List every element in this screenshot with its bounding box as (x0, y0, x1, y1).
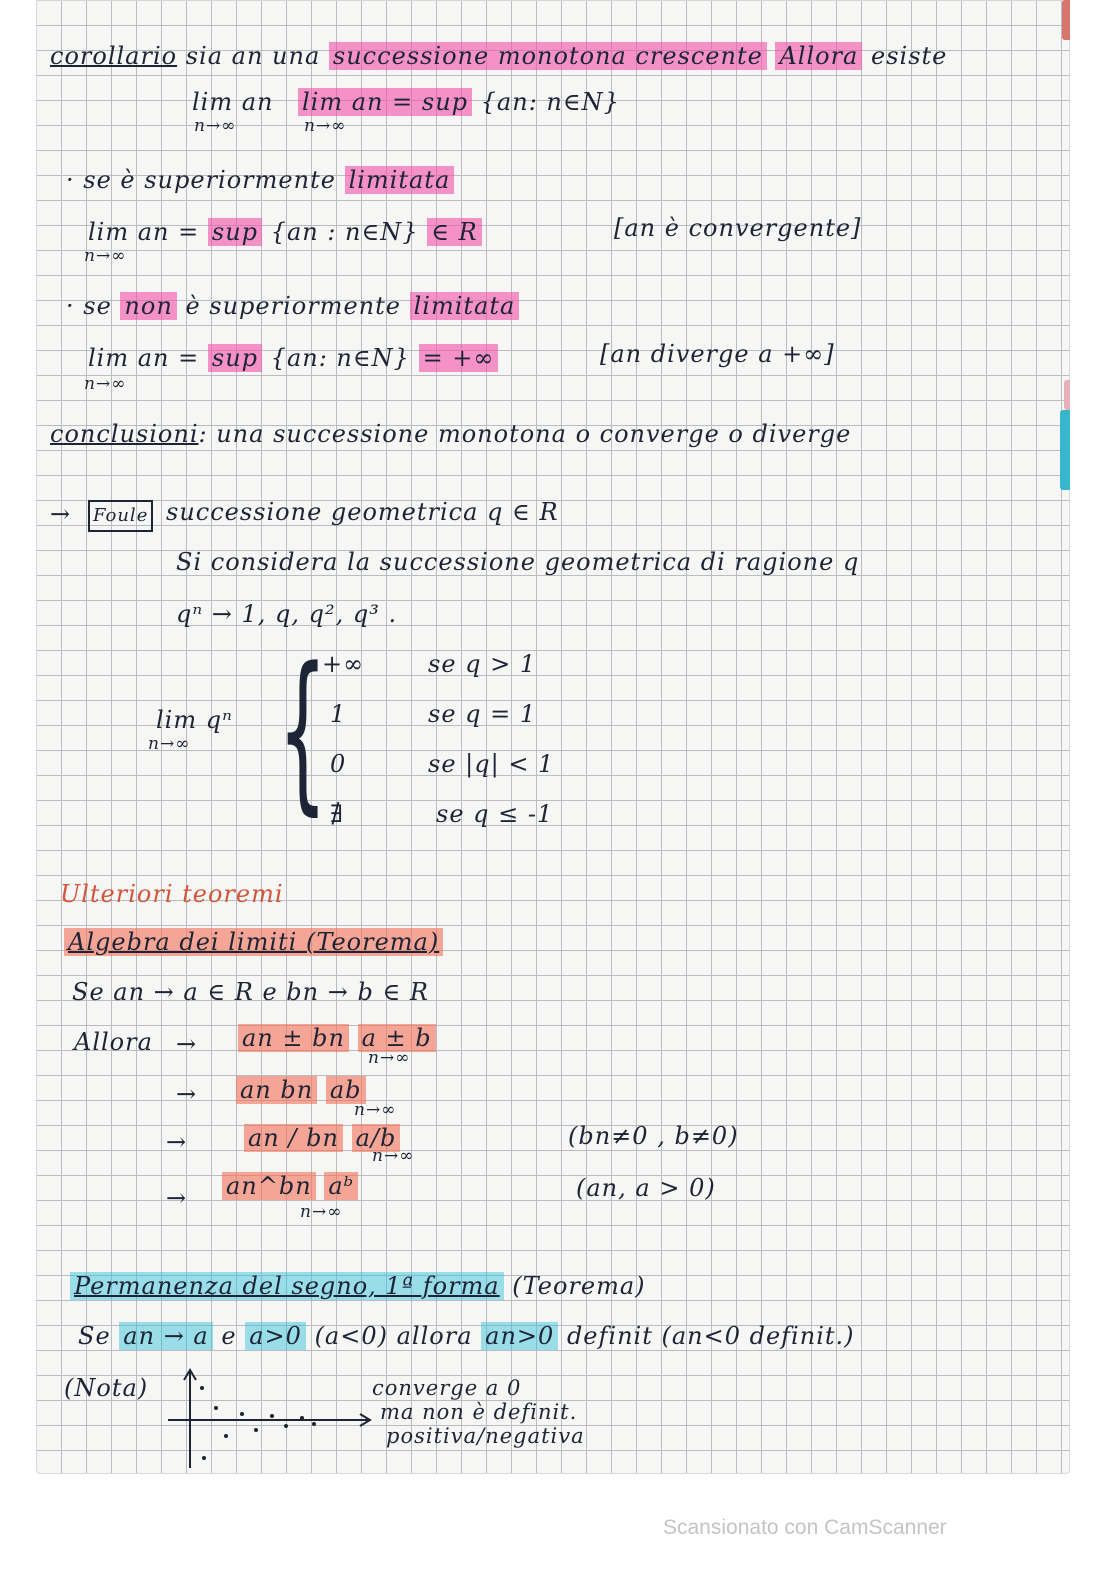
geometric-title: successione geometrica q ∈ R (166, 498, 559, 526)
arrow-icon: → (50, 500, 72, 528)
statement-text: Se (78, 1322, 111, 1350)
allora-label: Allora (74, 1028, 153, 1056)
case-value: +∞ (322, 650, 365, 678)
case-condition: se q > 1 (428, 650, 537, 678)
rule-result: a/b (352, 1124, 401, 1152)
set-expression: {an : n∈N} (270, 218, 419, 246)
unbounded-text-2: è superiormente (185, 292, 401, 320)
lim-expression: lim an = (88, 344, 200, 372)
conclusion-label: conclusioni (50, 420, 199, 448)
page-edge-tab-red (1062, 0, 1070, 40)
conclusion-text: : una successione monotona o converge o diverge (198, 420, 852, 448)
corollary-esiste: esiste (871, 42, 948, 70)
note-line: positiva/negativa (386, 1424, 585, 1448)
lim-subscript: n→∞ (84, 246, 127, 266)
rule-subscript: n→∞ (300, 1202, 343, 1222)
case-value: 1 (330, 700, 347, 728)
sup-highlight: sup (208, 344, 262, 372)
scanner-watermark: Scansionato con CamScanner (663, 1516, 947, 1539)
bounded-note: [an è convergente] (614, 214, 862, 242)
lim-subscript: n→∞ (84, 374, 127, 394)
page-edge-tab-pink (1064, 380, 1070, 410)
rule-subscript: n→∞ (368, 1048, 411, 1068)
rule-result: aᵇ (324, 1172, 358, 1200)
case-value: ∄ (330, 800, 345, 828)
bounded-highlight: limitata (345, 166, 455, 194)
rule-expression: an^bn (222, 1172, 316, 1200)
conclusion-line (50, 420, 851, 448)
notebook-page (36, 0, 1070, 1474)
unbounded-lim (88, 344, 498, 372)
rule-expression: an / bn (244, 1124, 343, 1152)
corollary-lim (192, 88, 274, 116)
rule-subscript: n→∞ (354, 1100, 397, 1120)
arrow-icon: → (176, 1030, 198, 1058)
lim-subscript: n→∞ (304, 116, 347, 136)
lim-sup-expression: lim an = sup (298, 88, 472, 116)
case-condition: se |q| < 1 (428, 750, 555, 778)
lim-subscript: n→∞ (194, 116, 237, 136)
arrow-icon: → (176, 1080, 198, 1108)
sketch-graph (164, 1366, 384, 1470)
non-highlight: non (120, 292, 176, 320)
unbounded-text: · se (66, 292, 112, 320)
infinity-highlight: = +∞ (419, 344, 499, 372)
corollary-allora: Allora (775, 42, 862, 70)
algebra-hypothesis: Se an → a ∈ R e bn → b ∈ R (72, 978, 429, 1006)
statement-highlight: a>0 (245, 1322, 306, 1350)
sup-highlight: sup (208, 218, 262, 246)
corollary-lim-eq (298, 88, 620, 116)
permanence-title-tail: (Teorema) (512, 1272, 646, 1300)
unbounded-label (66, 292, 519, 320)
bounded-text: · se è superiormente (66, 166, 336, 194)
statement-text: definit (an<0 definit.) (566, 1322, 855, 1350)
case-condition: se q = 1 (428, 700, 537, 728)
statement-highlight: an → a (119, 1322, 212, 1350)
rule-row (222, 1172, 358, 1200)
further-theorems-heading: Ulteriori teoremi (60, 880, 284, 908)
case-condition: se q ≤ -1 (436, 800, 554, 828)
statement-text: (a<0) allora (314, 1322, 473, 1350)
statement-text: e (221, 1322, 237, 1350)
lim-subscript: n→∞ (148, 734, 191, 754)
rule-expression: an ± bn (238, 1024, 349, 1052)
corollary-text: sia an una (185, 42, 321, 70)
rule-expression: an bn (236, 1076, 317, 1104)
rule-result: a ± b (358, 1024, 436, 1052)
geometric-sequence: qⁿ → 1, q, q², q³ . (176, 600, 398, 628)
bounded-lim (88, 218, 482, 246)
rule-subscript: n→∞ (372, 1146, 415, 1166)
curly-brace-icon: { (278, 630, 328, 831)
note-line: converge a 0 (372, 1376, 522, 1400)
lim-expression: lim an = (88, 218, 200, 246)
unbounded-note: [an diverge a +∞] (600, 340, 835, 368)
arrow-icon: → (166, 1128, 188, 1156)
corollary-highlight: successione monotona crescente (329, 42, 767, 70)
corollary-title: corollario (50, 42, 178, 70)
lim-expression: lim an (192, 88, 274, 116)
rule-condition: (bn≠0 , b≠0) (568, 1122, 739, 1150)
boxed-label: Foule (88, 500, 153, 532)
case-value: 0 (330, 750, 347, 778)
permanence-statement (78, 1322, 855, 1350)
rule-row (236, 1076, 366, 1104)
set-expression: {an: n∈N} (270, 344, 410, 372)
bounded-label (66, 166, 454, 194)
corollary-line (50, 42, 947, 70)
algebra-title: Algebra dei limiti (Teorema) (64, 928, 443, 956)
rule-result: ab (326, 1076, 366, 1104)
nota-label: (Nota) (64, 1374, 149, 1402)
rule-condition: (an, a > 0) (576, 1174, 716, 1202)
note-line: ma non è definit. (380, 1400, 578, 1424)
page-edge-tab-cyan (1060, 410, 1070, 490)
geometric-intro: Si considera la successione geometrica di ragione q (176, 548, 860, 576)
algebra-title-line (64, 928, 443, 956)
in-r-highlight: ∈ R (427, 218, 481, 246)
permanence-title-line (70, 1272, 646, 1300)
set-expression: {an: n∈N} (480, 88, 620, 116)
geometric-lim: lim qⁿ (156, 706, 233, 734)
statement-highlight: an>0 (481, 1322, 558, 1350)
unbounded-highlight: limitata (410, 292, 520, 320)
permanence-title: Permanenza del segno, 1ª forma (70, 1272, 504, 1300)
arrow-icon: → (166, 1184, 188, 1212)
